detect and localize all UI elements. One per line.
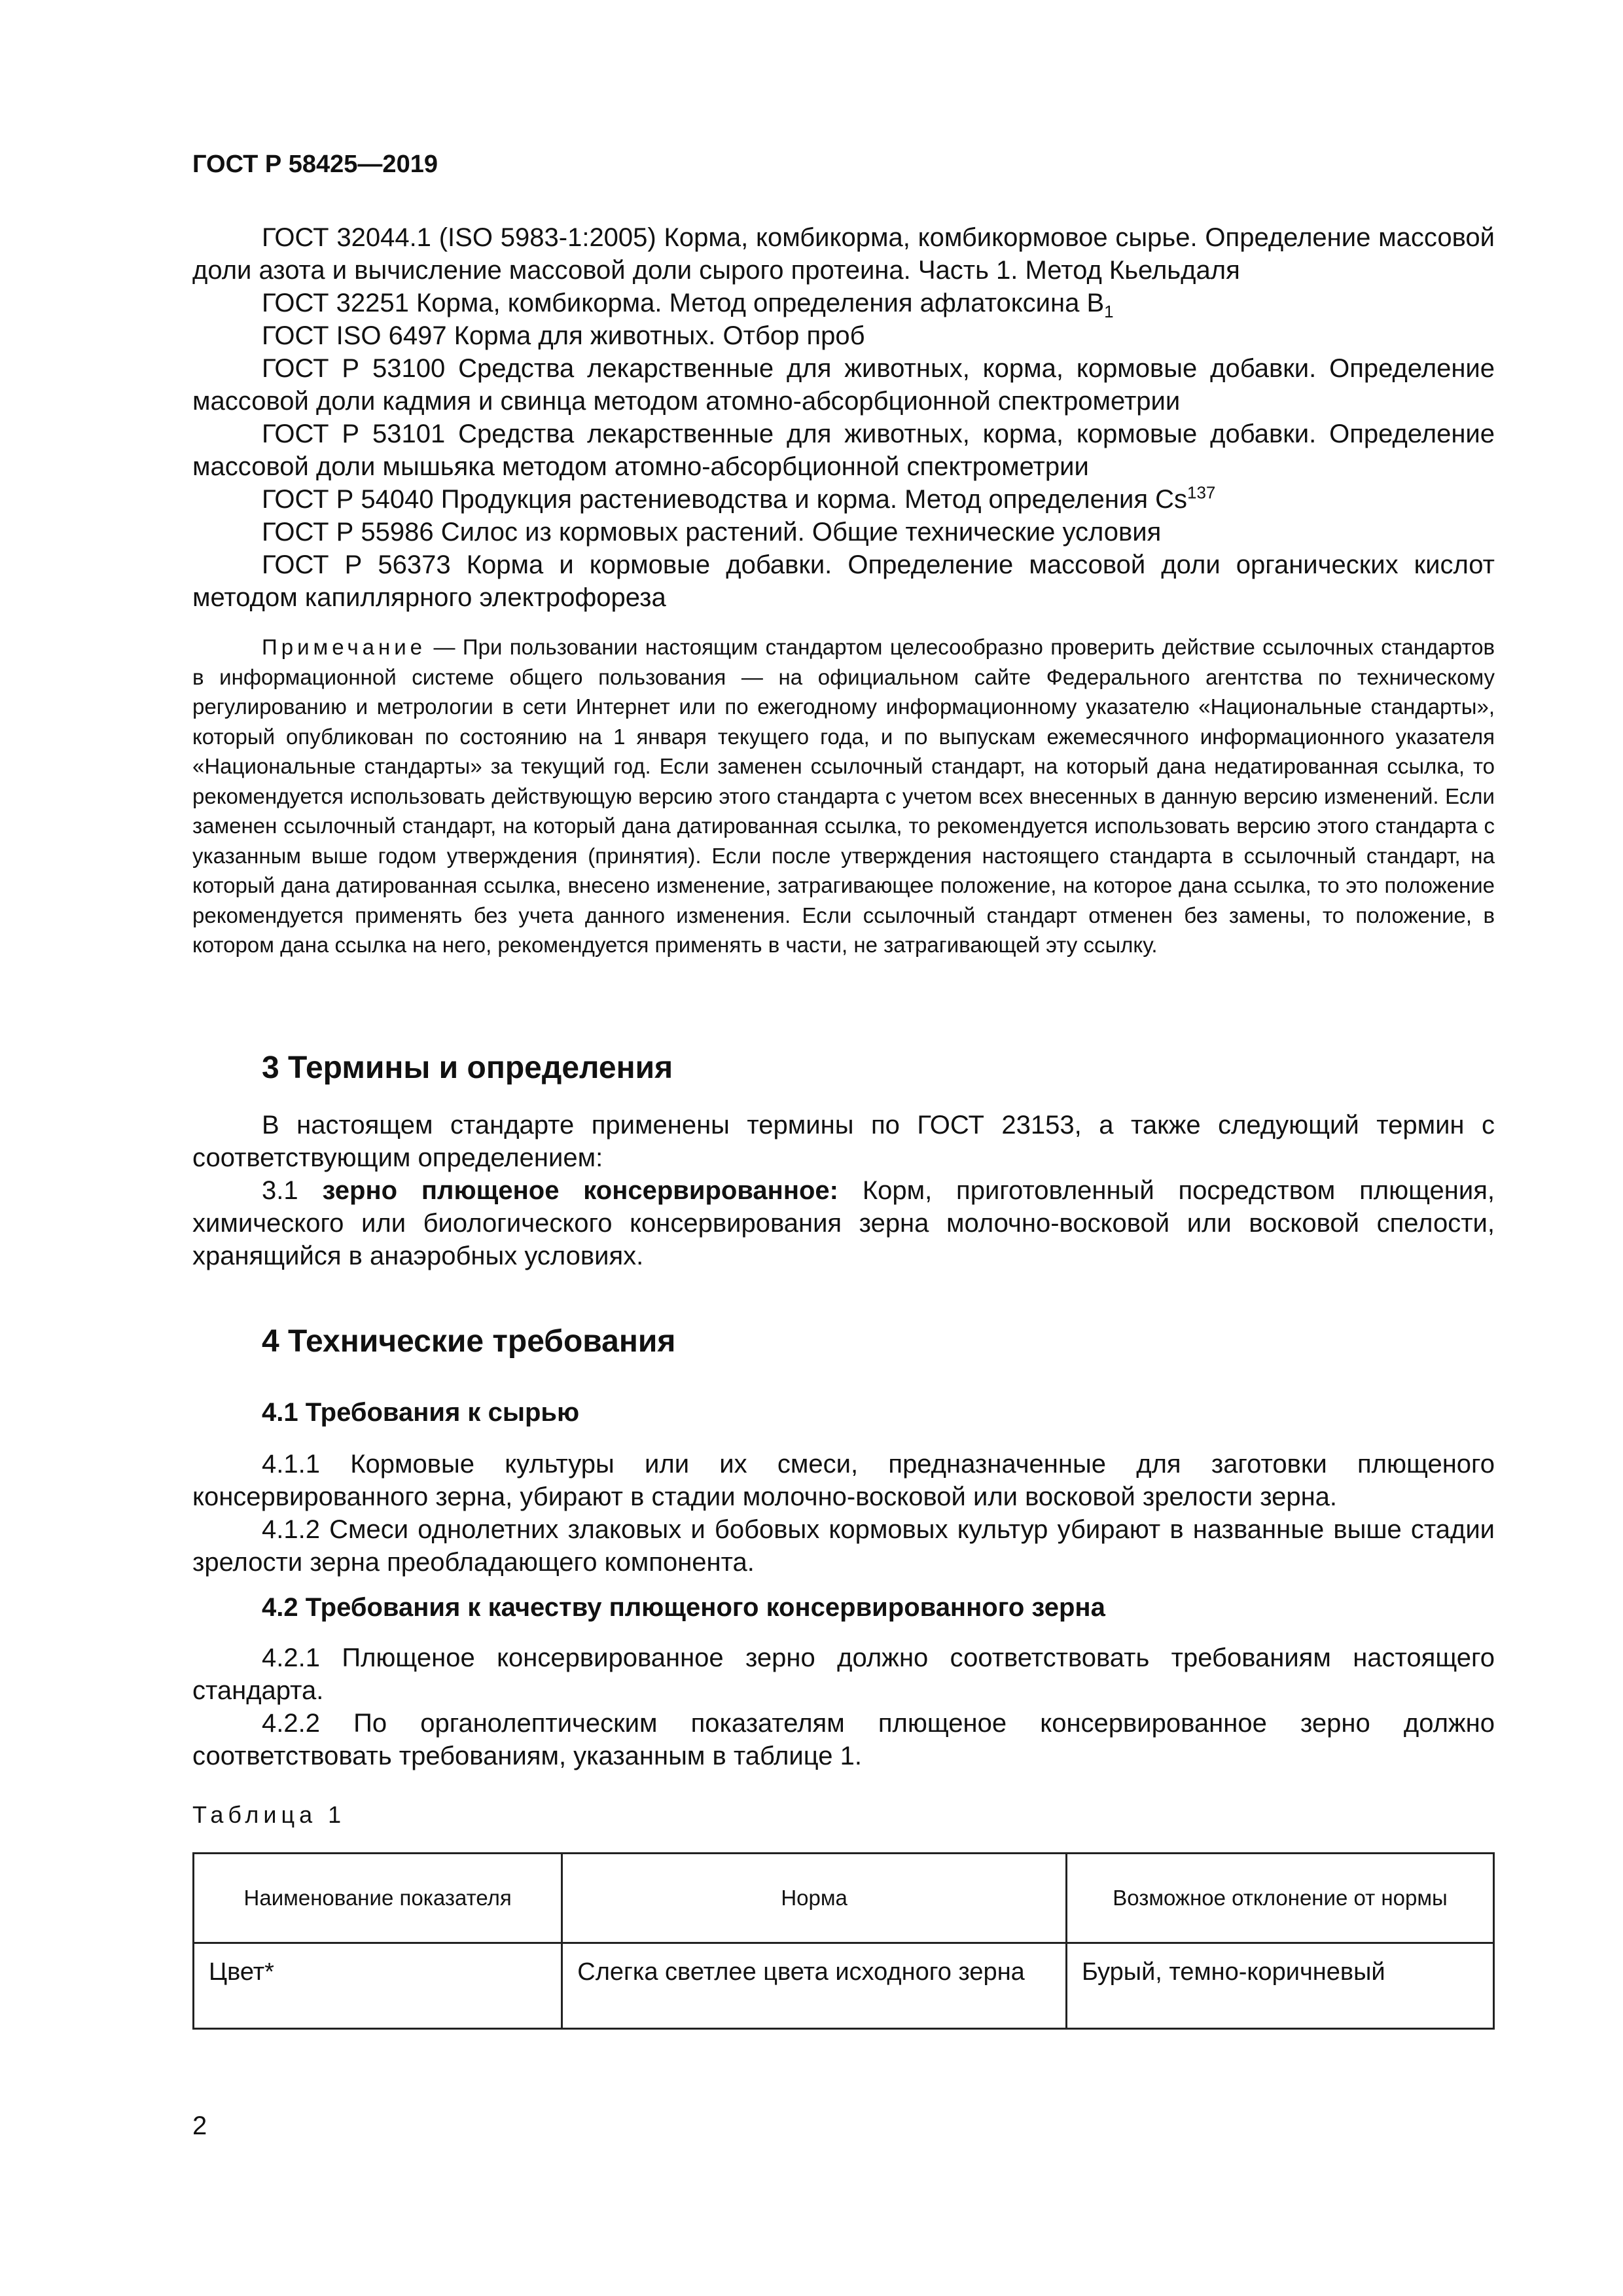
term-definition: 3.1 зерно плющеное консервированное: Корм, приготовленный посредством плющения, химического или биологического консервирования зерна молочно-восковой или восковой спелости, хранящийся в анаэробных условиях. — [192, 1176, 1495, 1270]
table-header-cell: Возможное отклонение от нормы — [1066, 1854, 1493, 1943]
reference-item: ГОСТ Р 54040 Продукция растениеводства и корма. Метод определения Cs$^{137}$ — [262, 482, 1216, 514]
normative-references — [192, 221, 1495, 614]
reference-item: ГОСТ Р 53100 Средства лекарственные для животных, корма, кормовые добавки. Определение массовой доли кадмия и свинца методом атомно-абсорбционной спектрометрии — [192, 354, 1495, 416]
subscript: 1 — [1104, 302, 1114, 321]
reference-item: ГОСТ ISO 6497 Корма для животных. Отбор проб — [262, 321, 865, 350]
table-cell: Бурый, темно-коричневый — [1066, 1943, 1493, 2029]
table-cell: Цвет* — [194, 1943, 562, 2029]
clause-4-2-2: 4.2.2 По органолептическим показателям плющеное консервированное зерно должно соответствовать требованиям, указанным в таблице 1. — [192, 1709, 1495, 1770]
table-cell: Слегка светлее цвета исходного зерна — [562, 1943, 1067, 2029]
section-3-intro: В настоящем стандарте применены термины по ГОСТ 23153, а также следующий термин с соответствующим определением: — [192, 1111, 1495, 1172]
clause-4-1-2: 4.1.2 Смеси однолетних злаковых и бобовых кормовых культур убирают в названные выше стадии зрелости зерна преобладающего компонента. — [192, 1515, 1495, 1577]
table-header-cell: Наименование показателя — [194, 1854, 562, 1943]
note-paragraph — [192, 632, 1495, 960]
table-header-row — [194, 1854, 1494, 1943]
reference-item: ГОСТ Р 53101 Средства лекарственные для животных, корма, кормовые добавки. Определение массовой доли мышьяка методом атомно-абсорбционной спектрометрии — [192, 420, 1495, 481]
reference-item: ГОСТ 32251 Корма, комбикорма. Метод определения афлатоксина $B_1$ — [262, 289, 1114, 321]
section-4-heading: 4 Технические требования — [262, 1324, 676, 1359]
clause-4-2-1: 4.2.1 Плющеное консервированное зерно должно соответствовать требованиям настоящего стандарта. — [192, 1643, 1495, 1705]
reference-item: ГОСТ 32044.1 (ISO 5983-1:2005) Корма, комбикорма, комбикормовое сырье. Определение массовой доли азота и вычисление массовой доли сырого протеина. Часть 1. Метод Кьельдаля — [192, 223, 1495, 285]
section-3-heading: 3 Термины и определения — [262, 1050, 673, 1085]
note-text: — При пользовании настоящим стандартом целесообразно проверить действие ссылочных стандартов в информационной системе общего пользования — на официальном сайте Федерального агентства по техническому регулированию и метрологии в сети Интернет или по ежегодному информационному указателю «Национальные стандарты», который опубликован по состоянию на 1 января текущего года, и по выпускам ежемесячного информационного указателя «Национальные стандарты» за текущий год. Если заменен ссылочный стандарт, на который дана недатированная ссылка, то рекомендуется использовать действующую версию этого стандарта с учетом всех внесенных в данную версию изменений. Если заменен ссылочный стандарт, на который дана датированная ссылка, то рекомендуется использовать версию этого стандарта с указанным выше годом утверждения (принятия). Если после утверждения настоящего стандарта в ссылочный стандарт, на который дана датированная ссылка, внесено изменение, затрагивающее положение, на которое дана ссылка, то это положение рекомендуется применять без учета данного изменения. Если ссылочный стандарт отменен без замены, то положение, в котором дана ссылка на него, рекомендуется применять в части, не затрагивающей эту ссылку. — [192, 635, 1495, 957]
term-name: зерно плющеное консервированное: — [322, 1176, 838, 1205]
superscript: 137 — [1186, 482, 1216, 503]
table-caption: Таблица 1 — [192, 1801, 346, 1828]
clause-4-1-1: 4.1.1 Кормовые культуры или их смеси, предназначенные для заготовки плющеного консервированного зерна, убирают в стадии молочно-восковой или восковой зрелости зерна. — [192, 1450, 1495, 1511]
standard-header: ГОСТ Р 58425—2019 — [192, 151, 438, 178]
reference-item: ГОСТ Р 55986 Силос из кормовых растений. Общие технические условия — [262, 518, 1162, 547]
table-header-cell: Норма — [562, 1854, 1067, 1943]
table-row — [194, 1943, 1494, 2029]
note-label: Примечание — [262, 635, 427, 659]
subsection-4-2-heading: 4.2 Требования к качеству плющеного консервированного зерна — [262, 1593, 1105, 1622]
reference-item: ГОСТ Р 56373 Корма и кормовые добавки. Определение массовой доли органических кислот методом капиллярного электрофореза — [192, 550, 1495, 612]
page-number: 2 — [192, 2111, 207, 2140]
organoleptic-table — [192, 1852, 1495, 2030]
subsection-4-1-heading: 4.1 Требования к сырью — [262, 1398, 580, 1427]
